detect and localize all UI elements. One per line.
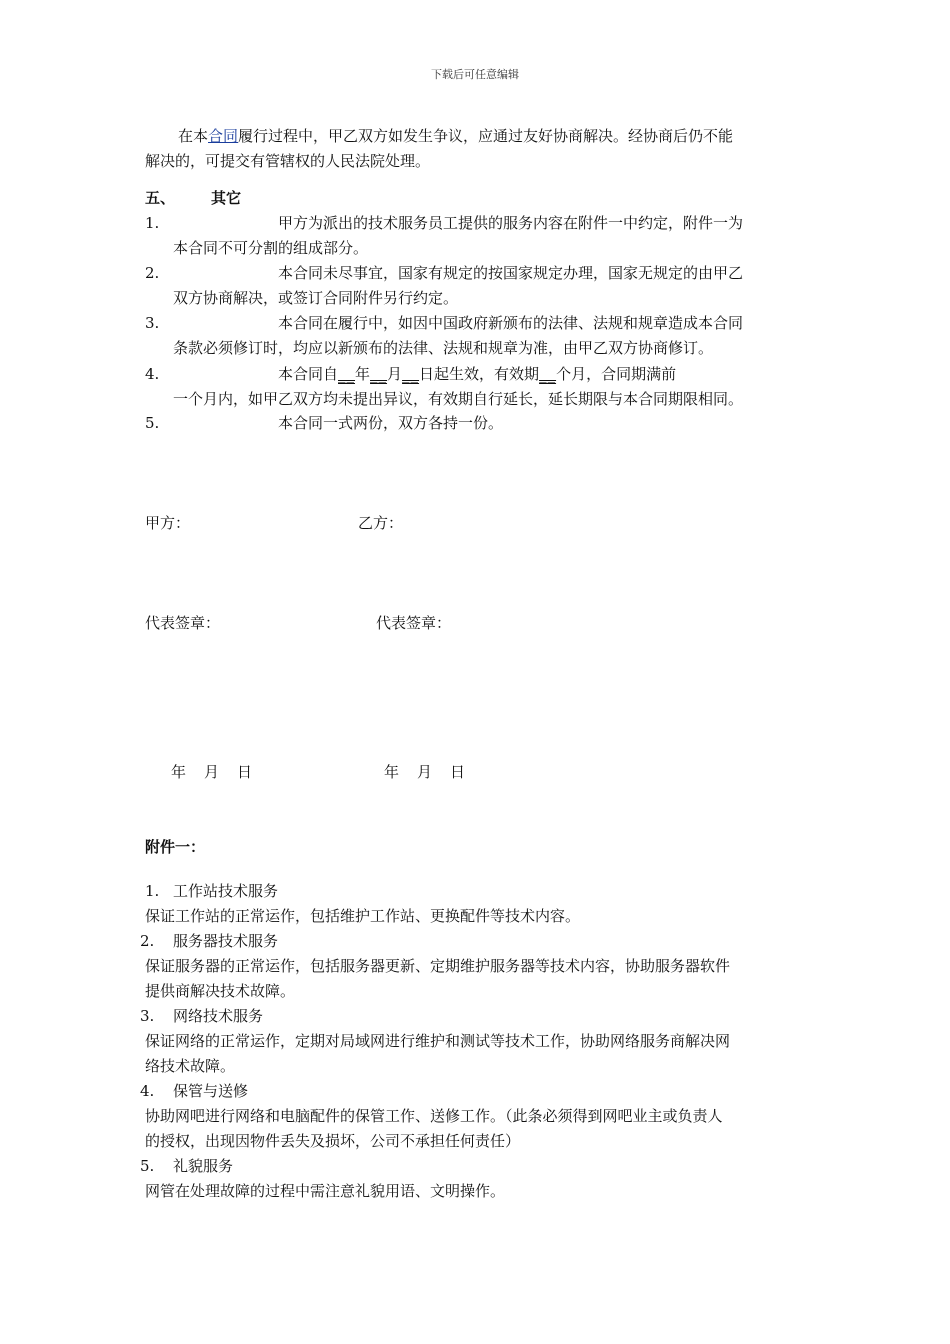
appendix-item-number: 2. (140, 932, 155, 950)
item-1-line-1: 甲方为派出的技术服务员工提供的服务内容在附件一中约定，附件一为 (278, 214, 744, 232)
month-blank: __ (370, 365, 388, 383)
party-b-date (384, 760, 465, 785)
appendix-item-text: 络技术故障。 (145, 1057, 236, 1075)
month-label: 月 (204, 763, 220, 781)
appendix-title: 附件一： (145, 838, 206, 856)
section-number: 五、 (145, 189, 176, 207)
day-label: 日 (450, 763, 466, 781)
item-4-line-2: 一个月内，如甲乙双方均未提出异议，有效期自行延长，延长期限与本合同期限相同。 (173, 390, 744, 408)
section-title: 其它 (211, 189, 242, 207)
dispute-line-2: 解决的，可提交有管辖权的人民法院处理。 (145, 152, 431, 170)
item-4-line-1 (278, 362, 676, 387)
appendix-item-text: 保证工作站的正常运作，包括维护工作站、更换配件等技术内容。 (145, 907, 581, 925)
item-3-line-1: 本合同在履行中，如因中国政府新颁布的法律、法规和规章造成本合同 (278, 314, 744, 332)
item-4-text-d: 日起生效，有效期 (419, 365, 540, 383)
page-header: 下载后可任意编辑 (431, 68, 519, 81)
item-number: 2. (145, 264, 160, 282)
year-blank: __ (338, 365, 356, 383)
item-number: 4. (145, 365, 160, 383)
appendix-item-number: 3. (140, 1007, 155, 1025)
item-number: 3. (145, 314, 160, 332)
appendix-item-text: 保证服务器的正常运作，包括服务器更新、定期维护服务器等技术内容，协助服务器软件 (145, 957, 731, 975)
appendix-item-text: 的授权，出现因物件丢失及损坏，公司不承担任何责任） (145, 1132, 521, 1150)
item-3-line-2: 条款必须修订时，均应以新颁布的法律、法规和规章为准，由甲乙双方协商修订。 (173, 339, 714, 357)
party-a-signature: 代表签章： (145, 614, 221, 632)
appendix-item-number: 4. (140, 1082, 155, 1100)
item-5-line-1: 本合同一式两份，双方各持一份。 (278, 414, 504, 432)
period-blank: __ (539, 365, 557, 383)
appendix-item-title: 服务器技术服务 (173, 932, 279, 950)
party-b-label: 乙方： (358, 514, 404, 532)
item-4-text-e: 个月，合同期满前 (556, 365, 677, 383)
item-4-text-a: 本合同自 (278, 365, 339, 383)
item-2-line-2: 双方协商解决，或签订合同附件另行约定。 (173, 289, 459, 307)
day-label: 日 (237, 763, 253, 781)
appendix-item-number: 5. (140, 1157, 155, 1175)
appendix-item-text: 保证网络的正常运作，定期对局域网进行维护和测试等技术工作，协助网络服务商解决网 (145, 1032, 731, 1050)
appendix-item-text: 协助网吧进行网络和电脑配件的保管工作、送修工作。（此条必须得到网吧业主或负责人 (145, 1107, 723, 1125)
dispute-line-1 (178, 124, 733, 149)
dispute-post: 履行过程中，甲乙双方如发生争议，应通过友好协商解决。经协商后仍不能 (238, 127, 734, 145)
appendix-item-title: 网络技术服务 (173, 1007, 264, 1025)
appendix-item-title: 保管与送修 (173, 1082, 249, 1100)
appendix-item-text: 网管在处理故障的过程中需注意礼貌用语、文明操作。 (145, 1182, 506, 1200)
party-b-signature: 代表签章： (376, 614, 452, 632)
appendix-item-number: 1. (145, 882, 160, 900)
year-label: 年 (384, 763, 400, 781)
item-number: 1. (145, 214, 160, 232)
month-label: 月 (417, 763, 433, 781)
party-a-label: 甲方： (145, 514, 191, 532)
appendix-item-title: 礼貌服务 (173, 1157, 234, 1175)
day-blank: __ (402, 365, 420, 383)
appendix-item-text: 提供商解决技术故障。 (145, 982, 296, 1000)
appendix-item-title: 工作站技术服务 (173, 882, 279, 900)
item-4-text-b: 年 (355, 365, 371, 383)
year-label: 年 (171, 763, 187, 781)
item-4-text-c: 月 (387, 365, 403, 383)
dispute-pre: 在本 (178, 127, 209, 145)
contract-link[interactable]: 合同 (208, 127, 239, 145)
party-a-date (171, 760, 252, 785)
item-1-line-2: 本合同不可分割的组成部分。 (173, 239, 369, 257)
item-number: 5. (145, 414, 160, 432)
item-2-line-1: 本合同未尽事宜，国家有规定的按国家规定办理，国家无规定的由甲乙 (278, 264, 744, 282)
